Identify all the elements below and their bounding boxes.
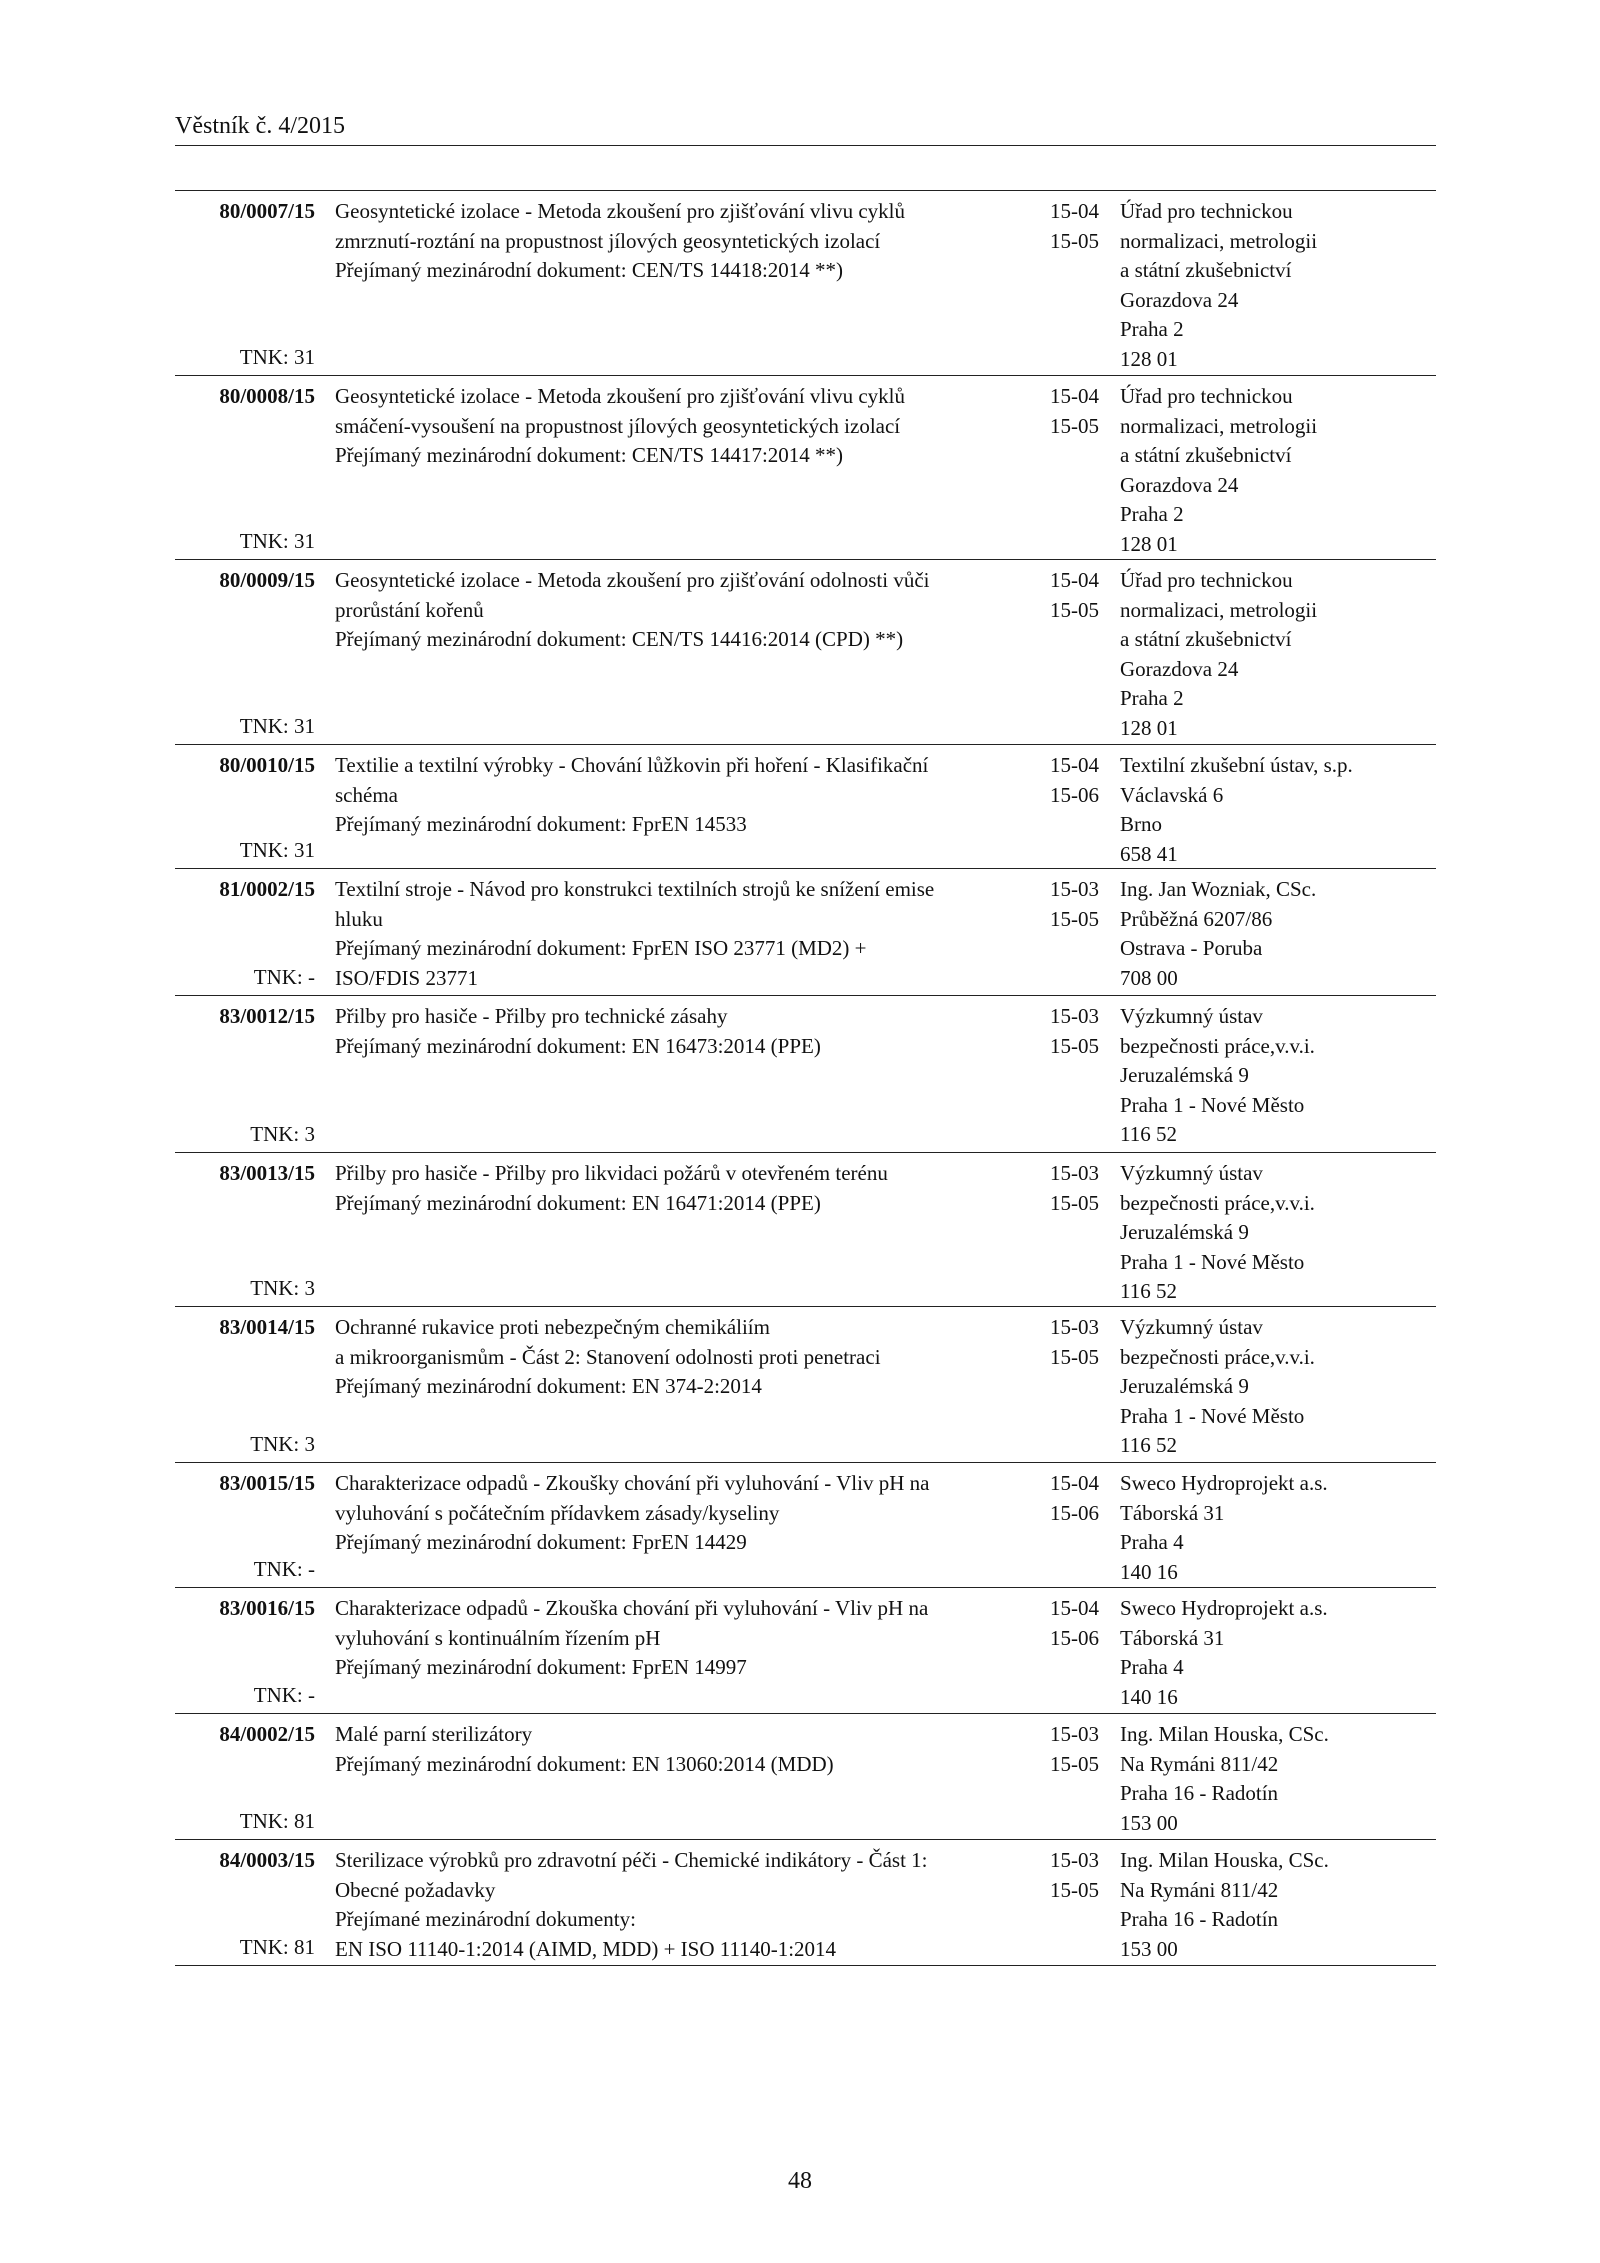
processor-cell bbox=[1120, 996, 1436, 1152]
processor-cell bbox=[1120, 869, 1436, 995]
description-cell-line: EN ISO 11140-1:2014 (AIMD, MDD) + ISO 11140-1:2014 bbox=[335, 1936, 837, 1961]
row-number: 83/0015/15 bbox=[219, 1471, 315, 1495]
row-id-cell bbox=[175, 1588, 315, 1713]
description-cell-line: Přejímaný mezinárodní dokument: CEN/TS 14416:2014 (CPD) **) bbox=[335, 627, 904, 651]
table-row bbox=[175, 1588, 1436, 1714]
dates-cell-line: 15-05 bbox=[1050, 597, 1099, 622]
row-id-cell bbox=[175, 869, 315, 995]
dates-cell bbox=[1015, 869, 1120, 995]
dates-cell-line: 15-06 bbox=[1050, 782, 1099, 807]
row-number: 83/0014/15 bbox=[219, 1315, 315, 1339]
dates-cell-line: 15-06 bbox=[1050, 1625, 1099, 1650]
dates-cell-line: 15-03 bbox=[1050, 1161, 1099, 1185]
description-cell-line: hluku bbox=[335, 906, 383, 931]
processor-cell-line: Praha 2 bbox=[1120, 317, 1184, 341]
processor-cell bbox=[1120, 1588, 1436, 1713]
processor-cell-line: a státní zkušebnictví bbox=[1120, 258, 1292, 282]
processor-cell-line: bezpečnosti práce,v.v.i. bbox=[1120, 1344, 1315, 1369]
table-row bbox=[175, 869, 1436, 996]
description-cell-line: Přejímaný mezinárodní dokument: EN 16473:2014 (PPE) bbox=[335, 1033, 821, 1058]
description-cell-line: Přejímaný mezinárodní dokument: FprEN 14997 bbox=[335, 1655, 747, 1679]
processor-cell-line: 708 00 bbox=[1120, 965, 1178, 990]
dates-cell-line: 15-05 bbox=[1050, 413, 1099, 438]
row-tnk: TNK: 31 bbox=[239, 344, 315, 369]
table-row bbox=[175, 560, 1436, 745]
description-cell bbox=[315, 191, 1015, 375]
table-row bbox=[175, 1463, 1436, 1588]
row-id-cell bbox=[175, 1307, 315, 1462]
row-id-cell bbox=[175, 996, 315, 1152]
processor-cell-line: 116 52 bbox=[1120, 1433, 1177, 1457]
page-header-title: Věstník č. 4/2015 bbox=[175, 113, 345, 139]
processor-cell-line: 140 16 bbox=[1120, 1684, 1178, 1709]
dates-cell-line: 15-06 bbox=[1050, 1500, 1099, 1525]
processor-cell-line: a státní zkušebnictví bbox=[1120, 627, 1292, 651]
row-tnk: TNK: 31 bbox=[239, 837, 315, 862]
description-cell bbox=[315, 560, 1015, 744]
table-row bbox=[175, 1714, 1436, 1840]
table-row bbox=[175, 996, 1436, 1153]
processor-cell bbox=[1120, 191, 1436, 375]
processor-cell bbox=[1120, 1840, 1436, 1965]
description-cell bbox=[315, 376, 1015, 559]
row-tnk: TNK: 3 bbox=[250, 1431, 315, 1456]
processor-cell-line: Táborská 31 bbox=[1120, 1625, 1225, 1650]
processor-cell-line: Úřad pro technickou bbox=[1120, 199, 1293, 223]
processor-cell-line: Praha 1 - Nové Město bbox=[1120, 1249, 1305, 1274]
dates-cell bbox=[1015, 1463, 1120, 1587]
row-number: 83/0013/15 bbox=[219, 1161, 315, 1185]
dates-cell bbox=[1015, 376, 1120, 559]
row-number: 81/0002/15 bbox=[219, 877, 315, 901]
processor-cell-line: Na Rymáni 811/42 bbox=[1120, 1751, 1279, 1776]
description-cell bbox=[315, 1307, 1015, 1462]
dates-cell bbox=[1015, 1840, 1120, 1965]
table-row bbox=[175, 191, 1436, 376]
dates-cell-line: 15-04 bbox=[1050, 384, 1099, 408]
processor-cell-line: Praha 2 bbox=[1120, 502, 1184, 526]
description-cell-line: Textilní stroje - Návod pro konstrukci textilních strojů ke snížení emise bbox=[335, 877, 935, 901]
processor-cell-line: normalizaci, metrologii bbox=[1120, 228, 1318, 253]
row-number: 80/0007/15 bbox=[219, 199, 315, 223]
dates-cell-line: 15-03 bbox=[1050, 877, 1099, 901]
description-cell bbox=[315, 869, 1015, 995]
row-tnk: TNK: - bbox=[253, 964, 315, 989]
description-cell bbox=[315, 745, 1015, 868]
row-id-cell bbox=[175, 191, 315, 375]
description-cell-line: a mikroorganismům - Část 2: Stanovení odolnosti proti penetraci bbox=[335, 1344, 881, 1369]
processor-cell-line: Praha 16 - Radotín bbox=[1120, 1781, 1279, 1805]
description-cell-line: Geosyntetické izolace - Metoda zkoušení pro zjišťování vlivu cyklů bbox=[335, 384, 905, 408]
description-cell-line: Přejímaný mezinárodní dokument: CEN/TS 14418:2014 **) bbox=[335, 258, 844, 282]
row-number: 84/0003/15 bbox=[219, 1848, 315, 1872]
processor-cell-line: 153 00 bbox=[1120, 1936, 1178, 1961]
processor-cell-line: 116 52 bbox=[1120, 1279, 1177, 1303]
table-row bbox=[175, 745, 1436, 869]
description-cell-line: Přilby pro hasiče - Přilby pro technické zásahy bbox=[335, 1004, 728, 1028]
processor-cell-line: Sweco Hydroprojekt a.s. bbox=[1120, 1596, 1328, 1620]
row-number: 83/0016/15 bbox=[219, 1596, 315, 1620]
processor-cell bbox=[1120, 560, 1436, 744]
description-cell-line: vyluhování s počátečním přídavkem zásady/kyseliny bbox=[335, 1500, 780, 1525]
description-cell-line: Přilby pro hasiče - Přilby pro likvidaci požárů v otevřeném terénu bbox=[335, 1161, 888, 1185]
description-cell-line: Přejímané mezinárodní dokumenty: bbox=[335, 1907, 636, 1931]
row-tnk: TNK: - bbox=[253, 1556, 315, 1581]
processor-cell bbox=[1120, 1714, 1436, 1839]
processor-cell-line: Václavská 6 bbox=[1120, 782, 1224, 807]
row-number: 83/0012/15 bbox=[219, 1004, 315, 1028]
dates-cell-line: 15-04 bbox=[1050, 1596, 1099, 1620]
description-cell-line: ISO/FDIS 23771 bbox=[335, 965, 478, 990]
page-number: 48 bbox=[788, 2168, 812, 2194]
processor-cell-line: Jeruzalémská 9 bbox=[1120, 1063, 1249, 1087]
processor-cell bbox=[1120, 376, 1436, 559]
dates-cell-line: 15-05 bbox=[1050, 1344, 1099, 1369]
dates-cell-line: 15-04 bbox=[1050, 199, 1099, 223]
processor-cell-line: Gorazdova 24 bbox=[1120, 656, 1239, 681]
description-cell-line: Malé parní sterilizátory bbox=[335, 1722, 533, 1746]
processor-cell-line: Ostrava - Poruba bbox=[1120, 936, 1263, 960]
dates-cell bbox=[1015, 996, 1120, 1152]
dates-cell-line: 15-05 bbox=[1050, 1751, 1099, 1776]
dates-cell-line: 15-03 bbox=[1050, 1722, 1099, 1746]
dates-cell-line: 15-05 bbox=[1050, 1190, 1099, 1215]
processor-cell-line: 128 01 bbox=[1120, 715, 1178, 740]
processor-cell bbox=[1120, 745, 1436, 868]
processor-cell-line: Praha 1 - Nové Město bbox=[1120, 1403, 1305, 1428]
dates-cell-line: 15-03 bbox=[1050, 1004, 1099, 1028]
processor-cell-line: Ing. Milan Houska, CSc. bbox=[1120, 1848, 1329, 1872]
description-cell-line: Přejímaný mezinárodní dokument: FprEN 14533 bbox=[335, 812, 747, 836]
dates-cell bbox=[1015, 1588, 1120, 1713]
description-cell-line: vyluhování s kontinuálním řízením pH bbox=[335, 1625, 661, 1650]
description-cell bbox=[315, 1588, 1015, 1713]
row-tnk: TNK: 3 bbox=[250, 1121, 315, 1146]
description-cell-line: zmrznutí-roztání na propustnost jílových geosyntetických izolací bbox=[335, 228, 881, 253]
description-cell-line: Obecné požadavky bbox=[335, 1877, 496, 1902]
dates-cell bbox=[1015, 191, 1120, 375]
processor-cell-line: normalizaci, metrologii bbox=[1120, 413, 1318, 438]
processor-cell-line: Praha 16 - Radotín bbox=[1120, 1907, 1279, 1931]
description-cell bbox=[315, 1714, 1015, 1839]
processor-cell-line: Jeruzalémská 9 bbox=[1120, 1374, 1249, 1398]
row-tnk: TNK: 31 bbox=[239, 713, 315, 738]
row-id-cell bbox=[175, 1714, 315, 1839]
description-cell-line: smáčení-vysoušení na propustnost jílových geosyntetických izolací bbox=[335, 413, 901, 438]
table-row bbox=[175, 376, 1436, 560]
processor-cell bbox=[1120, 1153, 1436, 1306]
description-cell-line: Charakterizace odpadů - Zkouška chování při vyluhování - Vliv pH na bbox=[335, 1596, 929, 1620]
processor-cell-line: Brno bbox=[1120, 812, 1162, 836]
dates-cell-line: 15-04 bbox=[1050, 1471, 1099, 1495]
row-tnk: TNK: 81 bbox=[239, 1934, 315, 1959]
dates-cell-line: 15-03 bbox=[1050, 1848, 1099, 1872]
table-row bbox=[175, 1840, 1436, 1966]
dates-cell bbox=[1015, 745, 1120, 868]
processor-cell-line: Úřad pro technickou bbox=[1120, 384, 1293, 408]
processor-cell-line: Jeruzalémská 9 bbox=[1120, 1220, 1249, 1244]
description-cell-line: Geosyntetické izolace - Metoda zkoušení pro zjišťování odolnosti vůči bbox=[335, 568, 930, 592]
row-number: 80/0008/15 bbox=[219, 384, 315, 408]
processor-cell-line: 658 41 bbox=[1120, 841, 1178, 866]
row-number: 84/0002/15 bbox=[219, 1722, 315, 1746]
dates-cell-line: 15-05 bbox=[1050, 1033, 1099, 1058]
dates-cell-line: 15-04 bbox=[1050, 568, 1099, 592]
row-number: 80/0009/15 bbox=[219, 568, 315, 592]
processor-cell-line: 140 16 bbox=[1120, 1559, 1178, 1584]
dates-cell bbox=[1015, 1714, 1120, 1839]
description-cell-line: prorůstání kořenů bbox=[335, 597, 484, 622]
row-number: 80/0010/15 bbox=[219, 753, 315, 777]
dates-cell-line: 15-05 bbox=[1050, 228, 1099, 253]
dates-cell-line: 15-04 bbox=[1050, 753, 1099, 777]
description-cell-line: Geosyntetické izolace - Metoda zkoušení pro zjišťování vlivu cyklů bbox=[335, 199, 905, 223]
dates-cell bbox=[1015, 1153, 1120, 1306]
description-cell-line: Přejímaný mezinárodní dokument: CEN/TS 14417:2014 **) bbox=[335, 443, 844, 467]
processor-cell-line: Výzkumný ústav bbox=[1120, 1315, 1263, 1339]
row-tnk: TNK: 3 bbox=[250, 1275, 315, 1300]
description-cell-line: Přejímaný mezinárodní dokument: FprEN 14429 bbox=[335, 1530, 747, 1554]
processor-cell-line: Sweco Hydroprojekt a.s. bbox=[1120, 1471, 1328, 1495]
description-cell-line: Přejímaný mezinárodní dokument: EN 374-2:2014 bbox=[335, 1374, 762, 1398]
row-id-cell bbox=[175, 1840, 315, 1965]
table-row bbox=[175, 1307, 1436, 1463]
processor-cell-line: Výzkumný ústav bbox=[1120, 1161, 1263, 1185]
table-row bbox=[175, 1153, 1436, 1307]
processor-cell-line: Gorazdova 24 bbox=[1120, 472, 1239, 497]
description-cell-line: Textilie a textilní výrobky - Chování lůžkovin při hoření - Klasifikační bbox=[335, 753, 929, 777]
dates-cell bbox=[1015, 1307, 1120, 1462]
processor-cell-line: 153 00 bbox=[1120, 1810, 1178, 1835]
processor-cell-line: bezpečnosti práce,v.v.i. bbox=[1120, 1190, 1315, 1215]
processor-cell bbox=[1120, 1307, 1436, 1462]
processor-cell-line: Praha 2 bbox=[1120, 686, 1184, 710]
processor-cell-line: Úřad pro technickou bbox=[1120, 568, 1293, 592]
processor-cell-line: bezpečnosti práce,v.v.i. bbox=[1120, 1033, 1315, 1058]
row-id-cell bbox=[175, 1153, 315, 1306]
processor-cell-line: Na Rymáni 811/42 bbox=[1120, 1877, 1279, 1902]
description-cell bbox=[315, 1840, 1015, 1965]
processor-cell-line: 116 52 bbox=[1120, 1122, 1177, 1146]
processor-cell-line: Ing. Milan Houska, CSc. bbox=[1120, 1722, 1329, 1746]
description-cell bbox=[315, 1463, 1015, 1587]
description-cell-line: Přejímaný mezinárodní dokument: EN 13060:2014 (MDD) bbox=[335, 1751, 834, 1776]
row-tnk: TNK: - bbox=[253, 1682, 315, 1707]
processor-cell-line: a státní zkušebnictví bbox=[1120, 443, 1292, 467]
description-cell-line: Přejímaný mezinárodní dokument: FprEN ISO 23771 (MD2) + bbox=[335, 936, 867, 960]
description-cell-line: Přejímaný mezinárodní dokument: EN 16471:2014 (PPE) bbox=[335, 1190, 821, 1215]
processor-cell-line: Výzkumný ústav bbox=[1120, 1004, 1263, 1028]
row-tnk: TNK: 81 bbox=[239, 1808, 315, 1833]
dates-cell-line: 15-03 bbox=[1050, 1315, 1099, 1339]
header-rule bbox=[175, 145, 1436, 146]
description-cell-line: schéma bbox=[335, 782, 398, 807]
description-cell bbox=[315, 996, 1015, 1152]
row-id-cell bbox=[175, 1463, 315, 1587]
processor-cell-line: Praha 4 bbox=[1120, 1530, 1184, 1554]
dates-cell bbox=[1015, 560, 1120, 744]
processor-cell-line: Praha 4 bbox=[1120, 1655, 1184, 1679]
row-id-cell bbox=[175, 560, 315, 744]
description-cell-line: Ochranné rukavice proti nebezpečným chemikáliím bbox=[335, 1315, 770, 1339]
dates-cell-line: 15-05 bbox=[1050, 1877, 1099, 1902]
processor-cell-line: Průběžná 6207/86 bbox=[1120, 906, 1273, 931]
row-id-cell bbox=[175, 376, 315, 559]
processor-cell-line: Textilní zkušební ústav, s.p. bbox=[1120, 753, 1353, 777]
processor-cell-line: Praha 1 - Nové Město bbox=[1120, 1092, 1305, 1117]
processor-cell-line: 128 01 bbox=[1120, 346, 1178, 371]
processor-cell-line: 128 01 bbox=[1120, 531, 1178, 556]
description-cell-line: Sterilizace výrobků pro zdravotní péči - Chemické indikátory - Část 1: bbox=[335, 1848, 928, 1872]
processor-cell-line: normalizaci, metrologii bbox=[1120, 597, 1318, 622]
processor-cell bbox=[1120, 1463, 1436, 1587]
description-cell-line: Charakterizace odpadů - Zkoušky chování při vyluhování - Vliv pH na bbox=[335, 1471, 930, 1495]
standards-table bbox=[175, 190, 1436, 1966]
description-cell bbox=[315, 1153, 1015, 1306]
processor-cell-line: Táborská 31 bbox=[1120, 1500, 1225, 1525]
row-id-cell bbox=[175, 745, 315, 868]
processor-cell-line: Ing. Jan Wozniak, CSc. bbox=[1120, 877, 1317, 901]
processor-cell-line: Gorazdova 24 bbox=[1120, 287, 1239, 312]
dates-cell-line: 15-05 bbox=[1050, 906, 1099, 931]
row-tnk: TNK: 31 bbox=[239, 528, 315, 553]
